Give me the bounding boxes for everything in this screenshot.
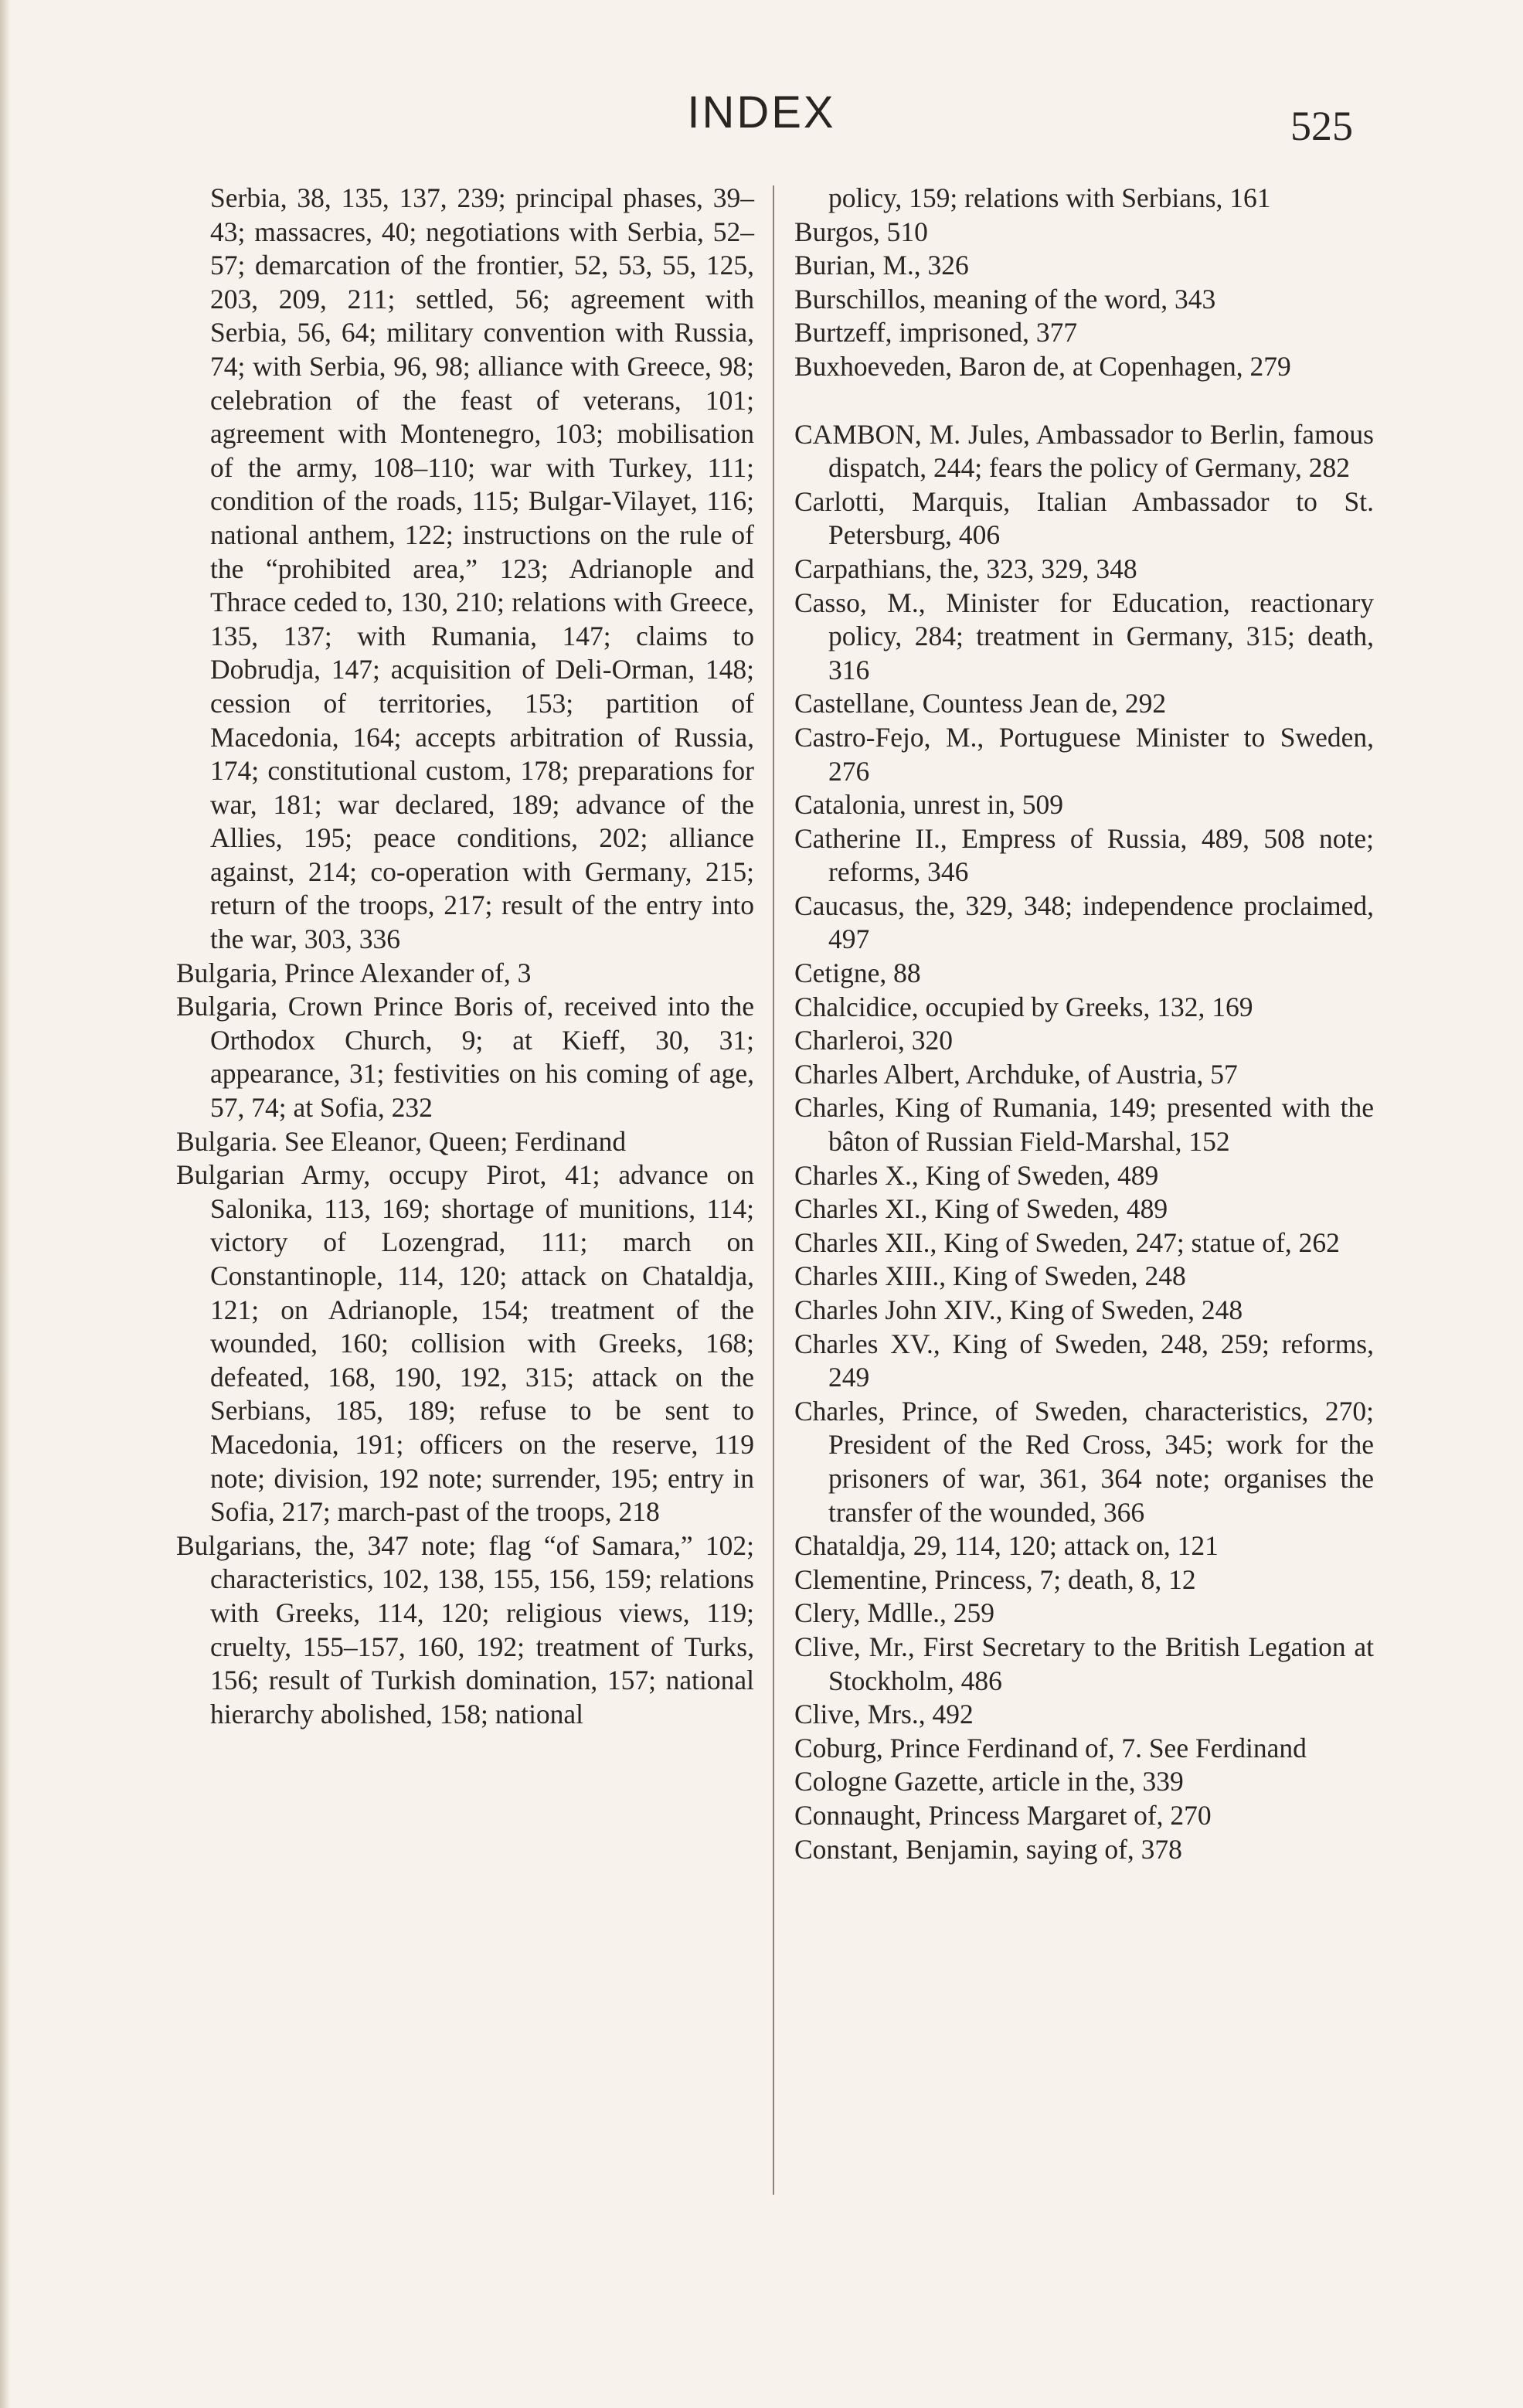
index-entry: Burschillos, meaning of the word, 343 — [794, 283, 1216, 315]
index-entry: Constant, Benjamin, saying of, 378 — [794, 1833, 1182, 1865]
index-entry: Charleroi, 320 — [794, 1025, 954, 1056]
index-entry: Bulgarian Army, occupy Pirot, 41; advance on Salonika, 113, 169; shortage of munitions, 114; victory of Lozengrad, 111; march on Constantinople, 114, 120; attack on Chataldja, 121; on Adrianople, 154; treatment of the wounded, 160; collision with Greeks, 168; defeated, 168, 190, 192, 315; attack on the Serbians, 185, 189; refuse to be sent to Macedonia, 191; officers on the reserve, 119 note; division, 192 note; surrender, 195; entry in Sofia, 217; march-past of the troops, 218 — [176, 1159, 754, 1528]
index-entry: CAMBON, M. Jules, Ambassador to Berlin, famous dispatch, 244; fears the policy of Germany, 282 — [794, 418, 1374, 484]
index-entry: Catalonia, unrest in, 509 — [794, 789, 1064, 821]
index-entry: Bulgaria, Prince Alexander of, 3 — [176, 957, 532, 988]
index-entry: Bulgarians, the, 347 note; flag “of Samara,” 102; characteristics, 102, 138, 155, 156, 159; relations with Greeks, 114, 120; religious views, 119; cruelty, 155–157, 160, 192; treatment of Turks, 156; result of Turkish domination, 157; national hierarchy abolished, 158; national — [176, 1529, 754, 1729]
index-entry: Carpathians, the, 323, 329, 348 — [794, 553, 1137, 584]
index-entry: Clementine, Princess, 7; death, 8, 12 — [794, 1563, 1196, 1595]
index-entry: Carlotti, Marquis, Italian Ambassador to St. Petersburg, 406 — [794, 485, 1374, 551]
index-entry: Catherine II., Empress of Russia, 489, 508 note; reforms, 346 — [794, 822, 1374, 888]
index-entry: Burtzeff, imprisoned, 377 — [794, 317, 1078, 349]
index-entry: Connaught, Princess Margaret of, 270 — [794, 1799, 1212, 1831]
index-entry: Cologne Gazette, article in the, 339 — [794, 1766, 1184, 1797]
index-entry: Burian, M., 326 — [794, 250, 969, 281]
index-entry: Charles XI., King of Sweden, 489 — [794, 1193, 1168, 1225]
index-entry: Buxhoeveden, Baron de, at Copenhagen, 279 — [794, 350, 1291, 382]
index-entry: Clery, Mdlle., 259 — [794, 1597, 994, 1629]
index-entry: Charles Albert, Archduke, of Austria, 57 — [794, 1058, 1238, 1090]
page-number: 525 — [1290, 103, 1353, 149]
index-column-right — [794, 182, 1374, 1866]
index-entry: Cetigne, 88 — [794, 957, 921, 989]
index-entry: Clive, Mr., First Secretary to the British Legation at Stockholm, 486 — [794, 1631, 1374, 1696]
running-title: INDEX — [687, 87, 836, 138]
index-entry: Bulgaria. See Eleanor, Queen; Ferdinand — [176, 1125, 627, 1157]
index-column-left — [176, 182, 754, 1731]
page-header — [0, 87, 1523, 148]
index-entry: Charles XIII., King of Sweden, 248 — [794, 1260, 1186, 1292]
index-entry: Casso, M., Minister for Education, reactionary policy, 284; treatment in Germany, 315; death, 316 — [794, 587, 1374, 685]
column-divider — [773, 185, 774, 2195]
index-entry: Charles, King of Rumania, 149; presented with the bâton of Russian Field-Marshal, 152 — [794, 1092, 1374, 1158]
index-entry: Caucasus, the, 329, 348; independence proclaimed, 497 — [794, 889, 1374, 955]
page-edge-shadow — [0, 0, 11, 2408]
index-entry: Serbia, 38, 135, 137, 239; principal phases, 39–43; massacres, 40; negotiations with Serbia, 52–57; demarcation of the frontier, 52, 53, 55, 125, 203, 209, 211; settled, 56; agreement with Serbia, 56, 64; military convention with Russia, 74; with Serbia, 96, 98; alliance with Greece, 98; celebration of the feast of veterans, 101; agreement with Montenegro, 103; mobilisation of the army, 108–110; war with Turkey, 111; condition of the roads, 115; Bulgar-Vilayet, 116; national anthem, 122; instructions on the rule of the “prohibited area,” 123; Adrianople and Thrace ceded to, 130, 210; relations with Greece, 135, 137; with Rumania, 147; claims to Dobrudja, 147; acquisition of Deli-Orman, 148; cession of territories, 153; partition of Macedonia, 164; accepts arbitration of Russia, 174; constitutional custom, 178; preparations for war, 181; war declared, 189; advance of the Allies, 195; peace conditions, 202; alliance against, 214; co-operation with Germany, 215; return of the troops, 217; result of the entry into the war, 303, 336 — [210, 182, 754, 955]
index-entry: Charles XII., King of Sweden, 247; statue of, 262 — [794, 1226, 1340, 1258]
index-entry: Charles John XIV., King of Sweden, 248 — [794, 1294, 1243, 1325]
index-entry: Chalcidice, occupied by Greeks, 132, 169 — [794, 991, 1253, 1022]
index-entry: Charles XV., King of Sweden, 248, 259; reforms, 249 — [794, 1328, 1374, 1393]
index-entry: Burgos, 510 — [794, 216, 928, 247]
index-entry: Coburg, Prince Ferdinand of, 7. See Ferdinand — [794, 1732, 1307, 1763]
index-entry: Castellane, Countess Jean de, 292 — [794, 688, 1167, 719]
index-entry: Clive, Mrs., 492 — [794, 1699, 974, 1730]
index-entry: Charles X., King of Sweden, 489 — [794, 1159, 1159, 1191]
index-entry: Castro-Fejo, M., Portuguese Minister to Sweden, 276 — [794, 721, 1374, 787]
index-entry: policy, 159; relations with Serbians, 161 — [828, 182, 1271, 213]
index-entry: Bulgaria, Crown Prince Boris of, received into the Orthodox Church, 9; at Kieff, 30, 31; appearance, 31; festivities on his coming of age, 57, 74; at Sofia, 232 — [176, 991, 754, 1124]
index-entry: Chataldja, 29, 114, 120; attack on, 121 — [794, 1530, 1219, 1562]
index-entry: Charles, Prince, of Sweden, characteristics, 270; President of the Red Cross, 345; work for the prisoners of war, 361, 364 note; organises the transfer of the wounded, 366 — [794, 1395, 1374, 1528]
